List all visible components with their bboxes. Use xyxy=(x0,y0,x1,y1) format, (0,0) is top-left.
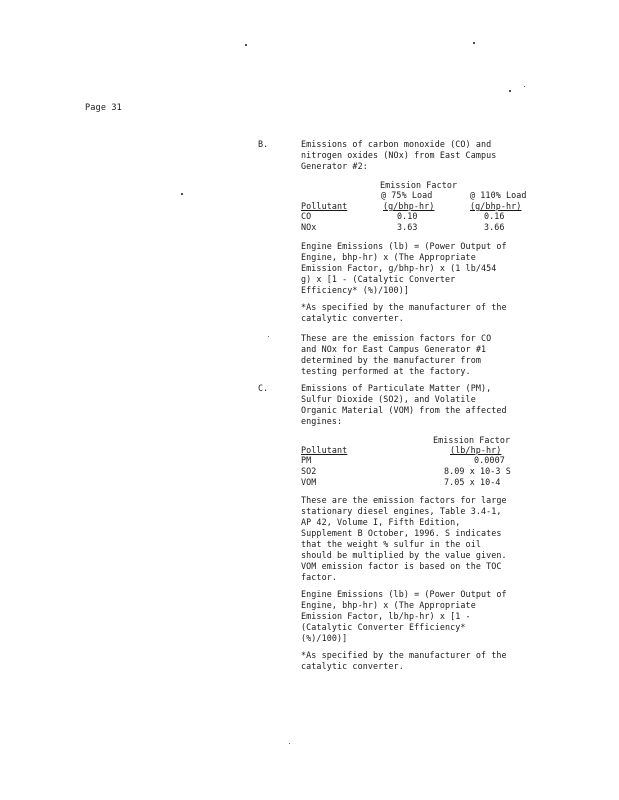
section-b-col1-header-1: @ 75% Load xyxy=(381,190,433,200)
section-b-footnote-line: catalytic converter. xyxy=(301,313,404,323)
section-b-pollutant-header: Pollutant xyxy=(301,201,348,211)
section-c-row-value: 8.09 x 10-3 S xyxy=(444,466,511,476)
section-b-equation-line: Engine Emissions (lb) = (Power Output of xyxy=(301,241,507,251)
section-c-row-pollutant: SO2 xyxy=(301,466,317,476)
section-b-equation-line: Engine, bhp-hr) x (The Appropriate xyxy=(301,252,476,262)
section-c-intro-line: Emissions of Particulate Matter (PM), xyxy=(301,383,492,393)
section-b-row-value-75: 0.10 xyxy=(397,211,418,221)
section-c-intro-line: engines: xyxy=(301,416,343,426)
section-c-note-line: These are the emission factors for large xyxy=(301,495,507,505)
section-c-marker: C. xyxy=(258,383,269,393)
section-b-row-value-110: 0.16 xyxy=(484,211,505,221)
section-b-col2-header-2: (g/bhp-hr) xyxy=(470,201,522,211)
section-b-row-pollutant: NOx xyxy=(301,222,317,232)
section-c-equation-line: Emission Factor, lb/hp-hr) x [1 - xyxy=(301,611,471,621)
section-b-equation-line: Emission Factor, g/bhp-hr) x (1 lb/454 xyxy=(301,263,497,273)
section-b-note-line: determined by the manufacturer from xyxy=(301,355,481,365)
section-c-note-line: factor. xyxy=(301,572,337,582)
section-b-intro-line-3: Generator #2: xyxy=(301,161,368,171)
section-b-note-line: testing performed at the factory. xyxy=(301,366,471,376)
page-number: Page 31 xyxy=(85,103,122,113)
scan-speck xyxy=(245,44,247,46)
section-c-intro-line: Sulfur Dioxide (SO2), and Volatile xyxy=(301,394,476,404)
scan-speck xyxy=(509,90,511,92)
section-b-col1-header-2: (g/bhp-hr) xyxy=(383,201,435,211)
section-c-row-pollutant: PM xyxy=(301,455,312,465)
section-b-row-value-110: 3.66 xyxy=(484,222,505,232)
section-b-note-line: These are the emission factors for CO xyxy=(301,333,492,343)
scan-speck xyxy=(268,336,269,337)
section-b-note-line: and NOx for East Campus Generator #1 xyxy=(301,344,487,354)
section-c-row-value: 0.0007 xyxy=(474,455,505,465)
section-b-table-group-header: Emission Factor xyxy=(380,180,458,190)
section-b-equation-line: g) x [1 - (Catalytic Converter xyxy=(301,274,456,284)
section-b-equation-line: Efficiency* (%)/100)] xyxy=(301,285,409,295)
section-c-table-group-header: Emission Factor xyxy=(433,435,511,445)
section-c-intro-line: Organic Material (VOM) from the affected xyxy=(301,405,507,415)
section-b-footnote-line: *As specified by the manufacturer of the xyxy=(301,302,507,312)
section-c-note-line: should be multiplied by the value given. xyxy=(301,550,507,560)
section-c-note-line: AP 42, Volume I, Fifth Edition, xyxy=(301,517,461,527)
section-c-row-value: 7.05 x 10-4 xyxy=(444,477,501,487)
section-c-equation-line: Engine, bhp-hr) x (The Appropriate xyxy=(301,600,476,610)
section-b-intro-line-1: Emissions of carbon monoxide (CO) and xyxy=(301,139,492,149)
section-c-footnote-line: *As specified by the manufacturer of the xyxy=(301,650,507,660)
section-b-row-pollutant: CO xyxy=(301,211,312,221)
section-c-note-line: Supplement B October, 1996. S indicates xyxy=(301,528,502,538)
scan-speck xyxy=(524,86,525,87)
section-b-intro-line-2: nitrogen oxides (NOx) from East Campus xyxy=(301,150,497,160)
section-c-note-line: VOM emission factor is based on the TOC xyxy=(301,561,502,571)
section-c-unit-header: (lb/hp-hr) xyxy=(450,445,502,455)
section-c-equation-line: Engine Emissions (lb) = (Power Output of xyxy=(301,589,507,599)
section-c-row-pollutant: VOM xyxy=(301,477,317,487)
section-c-pollutant-header: Pollutant xyxy=(301,445,348,455)
scan-speck xyxy=(181,193,183,195)
section-c-note-line: stationary diesel engines, Table 3.4-1, xyxy=(301,506,502,516)
section-b-marker: B. xyxy=(258,139,269,149)
section-c-footnote-line: catalytic converter. xyxy=(301,661,404,671)
scan-speck xyxy=(473,42,475,44)
scan-speck xyxy=(289,743,290,744)
section-b-row-value-75: 3.63 xyxy=(397,222,418,232)
section-b-col2-header-1: @ 110% Load xyxy=(470,190,527,200)
section-c-note-line: that the weight % sulfur in the oil xyxy=(301,539,481,549)
section-c-equation-line: (%)/100)] xyxy=(301,633,348,643)
section-c-equation-line: (Catalytic Converter Efficiency* xyxy=(301,622,466,632)
